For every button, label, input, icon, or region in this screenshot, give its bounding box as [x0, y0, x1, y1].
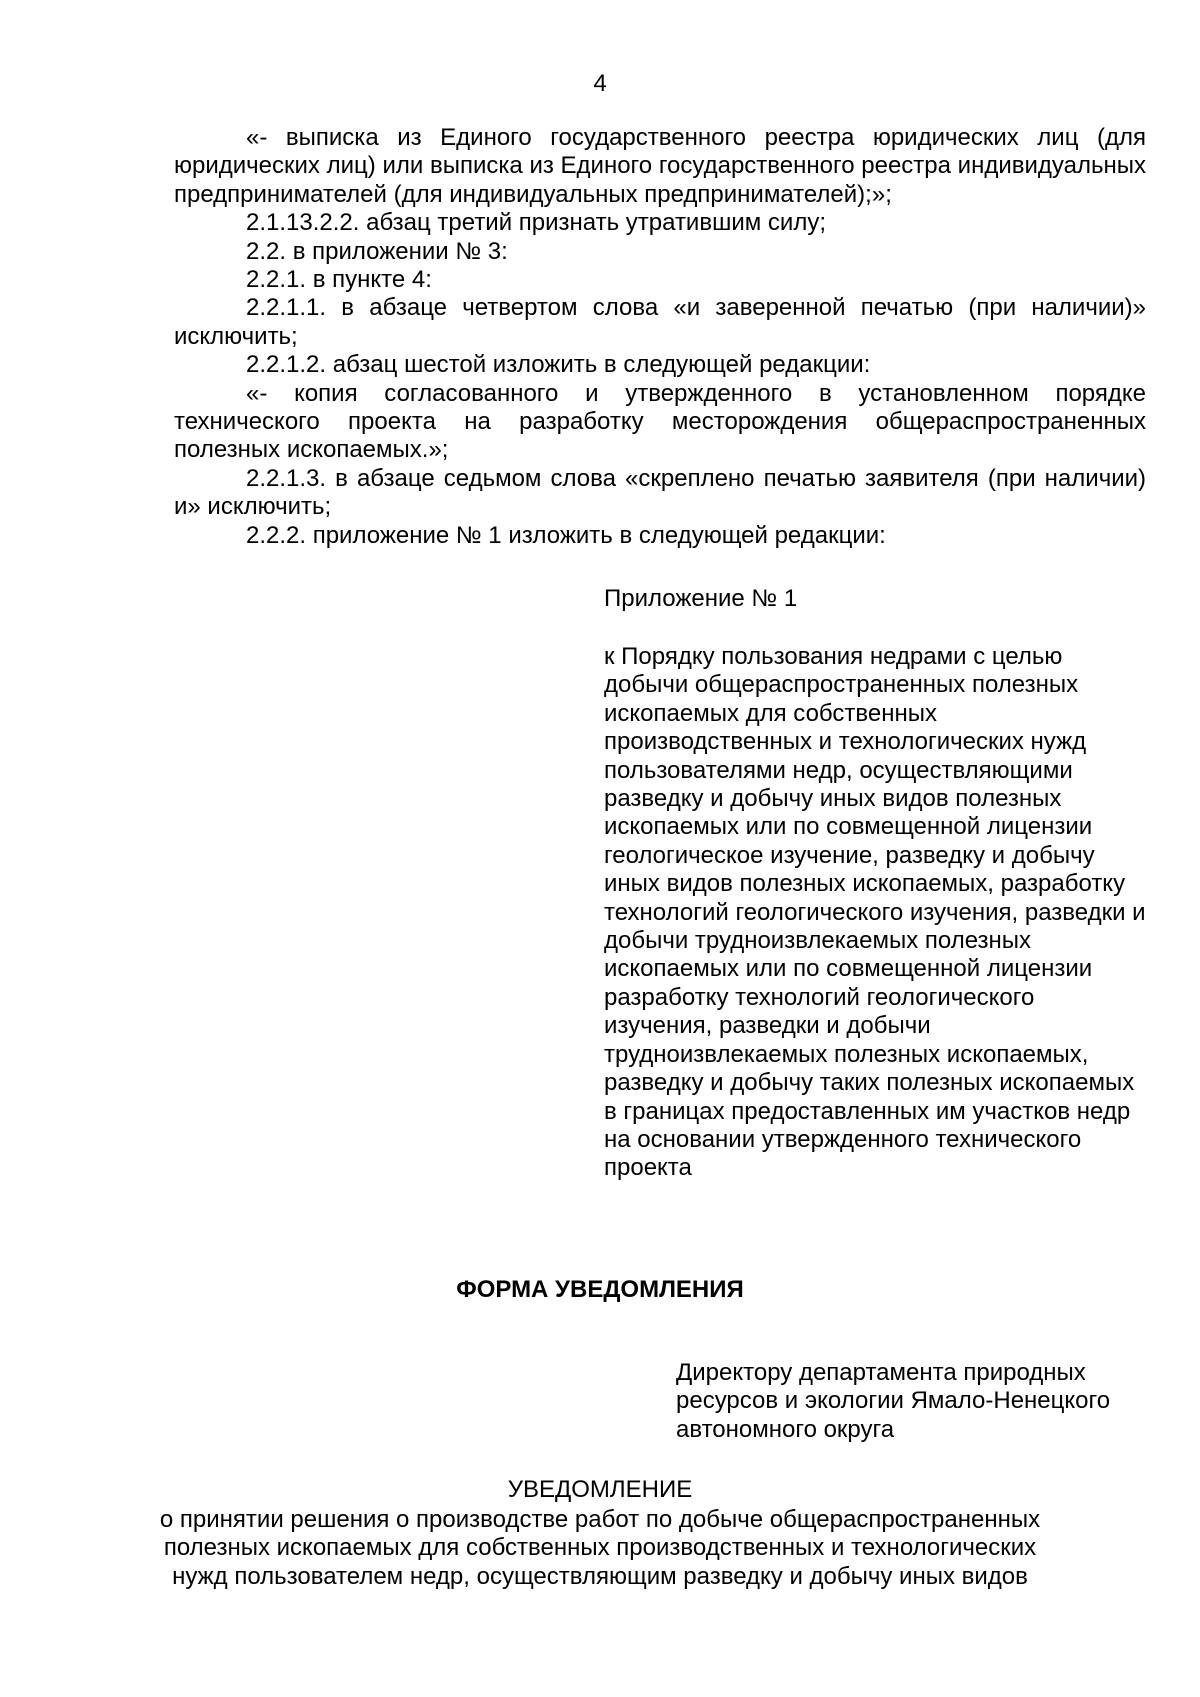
notice-subtitle: о принятии решения о производстве работ по добыче общераспространенных полезных ископаемых для собственных производственных и технологических нужд пользователем недр, осуществляющим разведку и добычу иных видов: [159, 1506, 1041, 1590]
page-number: 4: [593, 70, 607, 97]
paragraph: 2.2.1.3. в абзаце седьмом слова «скреплено печатью заявителя (при наличии) и» исключить;: [174, 464, 1146, 521]
paragraph: 2.2.2. приложение № 1 изложить в следующей редакции:: [246, 521, 886, 549]
appendix-title: Приложение № 1: [604, 585, 798, 612]
amendments-text: [174, 124, 1146, 550]
paragraph: 2.2.1.1. в абзаце четвертом слова «и заверенной печатью (при наличии)» исключить;: [174, 294, 1146, 350]
paragraph: «- выписка из Единого государственного реестра юридических лиц (для юридических лиц) или выписка из Единого государственного реестра индивидуальных предпринимателей (для индивидуальных предпринимателей);»;: [174, 124, 1146, 208]
paragraph: 2.1.13.2.2. абзац третий признать утратившим силу;: [246, 209, 826, 237]
appendix-reference: к Порядку пользования недрами с целью добычи общераспространенных полезных ископаемых для собственных производственных и технологических нужд пользователями недр, осуществляющими разведку и добычу иных видов полезных ископаемых или по совмещенной лицензии геологическое изучение, разведку и добычу иных видов полезных ископаемых, разработку технологий геологического изучения, разведки и добычи трудноизвлекаемых полезных ископаемых или по совмещенной лицензии разработку технологий геологического изучения, разведки и добычи трудноизвлекаемых полезных ископаемых, разведку и добычу таких полезных ископаемых в границах предоставленных им участков недр на основании утвержденного технического проекта: [604, 643, 1146, 1182]
addressee-block: Директору департамента природных ресурсов и экологии Ямало-Ненецкого автономного округа: [676, 1359, 1111, 1443]
form-title: ФОРМА УВЕДОМЛЕНИЯ: [456, 1276, 744, 1303]
notice-heading: УВЕДОМЛЕНИЕ: [507, 1476, 693, 1503]
paragraph: «- копия согласованного и утвержденного в установленном порядке технического проекта на разработку месторождения общераспространенных полезных ископаемых.»;: [174, 379, 1146, 464]
paragraph: 2.2.1.2. абзац шестой изложить в следующей редакции:: [246, 351, 871, 379]
paragraph: 2.2.1. в пункте 4:: [246, 266, 432, 294]
paragraph: 2.2. в приложении № 3:: [246, 237, 508, 265]
